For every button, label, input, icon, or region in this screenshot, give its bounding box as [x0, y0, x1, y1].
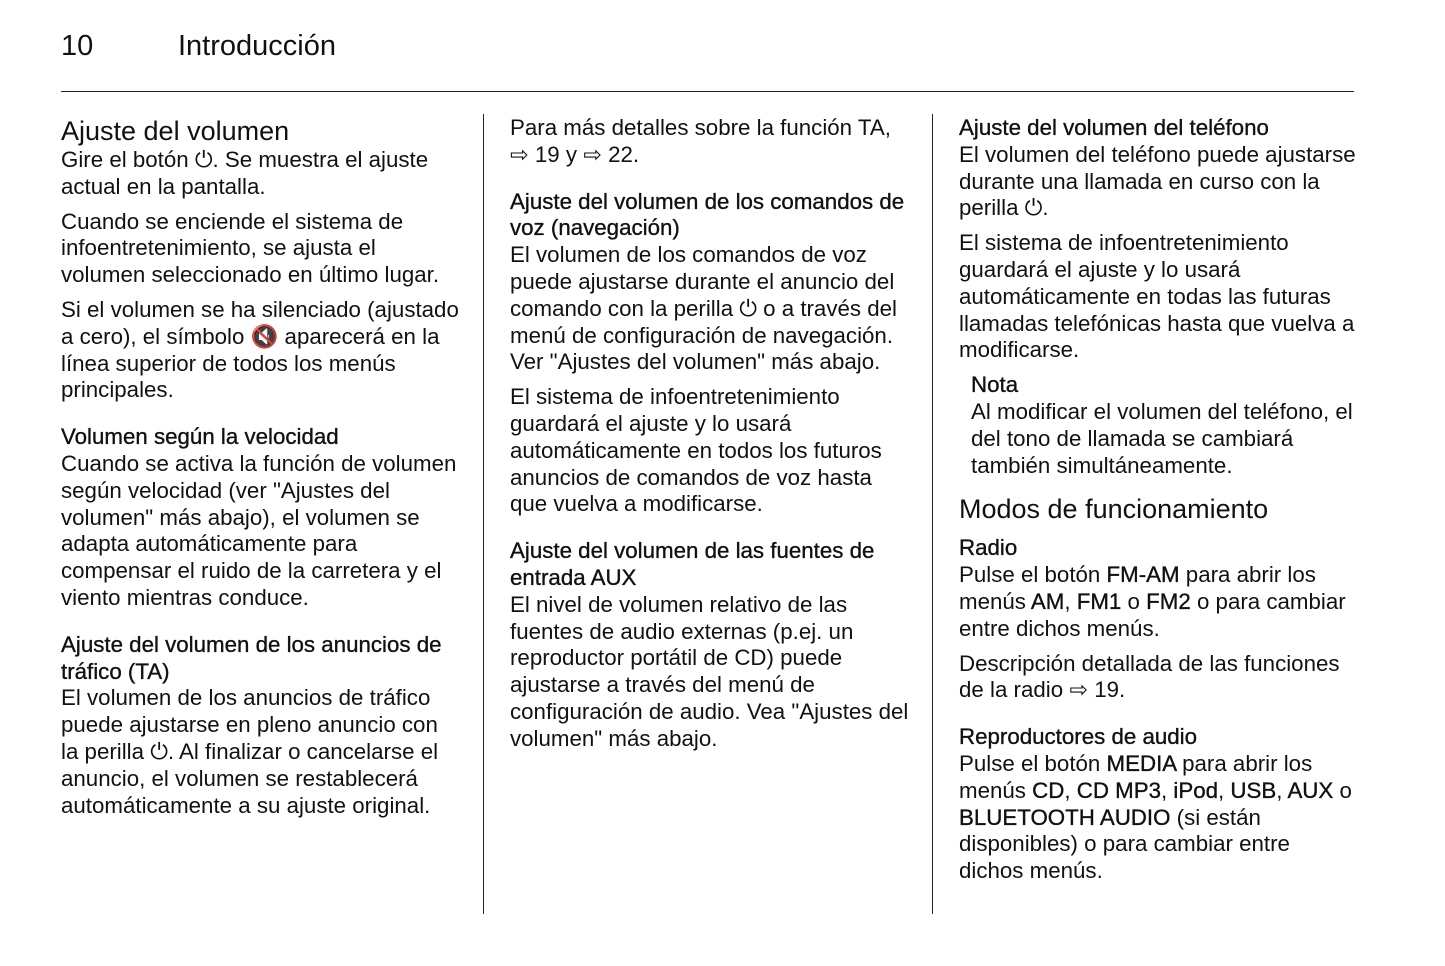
menu-label-am: AM [1030, 588, 1065, 614]
paragraph: El volumen de los anuncios de tráfico puede ajustarse en pleno anuncio con la perilla ⏻. Al finalizar o cancelarse el anuncio, el volumen se restablecerá automáticamente a su ajuste original. [61, 685, 439, 818]
subheading-volumen-telefono: Ajuste del volumen del teléfono [959, 115, 1269, 140]
paragraph: Descripción detallada de las funciones de la radio ⇨ 19. [959, 650, 1340, 703]
subheading-comandos-voz: Ajuste del volumen de los comandos de voz (navegación) [510, 188, 905, 241]
text: , [1276, 777, 1288, 803]
column-2 [510, 115, 910, 761]
button-label-fm-am: FM-AM [1106, 562, 1180, 588]
column-1 [61, 115, 461, 827]
text: , [1218, 777, 1231, 803]
text: , [1064, 777, 1077, 803]
text: (si están disponibles) o para cambiar entre dichos menús. [959, 804, 1290, 884]
text: para abrir los menús [959, 562, 1316, 614]
subheading-radio: Radio [959, 535, 1018, 561]
note-title: Nota [971, 372, 1019, 398]
header-rule [61, 91, 1354, 92]
section-heading-ajuste-volumen: Ajuste del volumen [61, 116, 290, 146]
note-text: Al modificar el volumen del teléfono, el del tono de llamada se cambiará también simultáneamente. [971, 398, 1353, 478]
menu-label-aux: AUX [1287, 777, 1334, 803]
page-number: 10 [61, 30, 94, 62]
paragraph-audio [959, 751, 1359, 885]
text: Pulse el botón [959, 562, 1107, 588]
text: o [1121, 588, 1147, 614]
paragraph: Para más detalles sobre la función TA, ⇨ 19 y ⇨ 22. [510, 115, 891, 167]
text: , [1064, 588, 1077, 614]
text: para abrir los menús [959, 750, 1313, 803]
chapter-title: Introducción [178, 30, 336, 62]
subheading-fuentes-aux: Ajuste del volumen de las fuentes de entrada AUX [510, 538, 875, 590]
paragraph: Cuando se enciende el sistema de infoentretenimiento, se ajusta el volumen seleccionado en último lugar. [61, 208, 440, 288]
paragraph: Si el volumen se ha silenciado (ajustado a cero), el símbolo 🔇 aparecerá en la línea superior de todos los menús principales. [61, 296, 459, 403]
paragraph: El nivel de volumen relativo de las fuentes de audio externas (p.ej. un reproductor portátil de CD) puede ajustarse a través del menú de configuración de audio. Vea "Ajustes del volumen" más abajo. [510, 591, 909, 751]
menu-label-cd-mp3: CD MP3 [1076, 777, 1161, 803]
column-divider-2 [932, 114, 933, 914]
subheading-volumen-velocidad: Volumen según la velocidad [61, 424, 339, 450]
subheading-anuncios-trafico: Ajuste del volumen de los anuncios de tráfico (TA) [61, 631, 442, 684]
menu-label-bluetooth-audio: BLUETOOTH AUDIO [959, 804, 1171, 830]
paragraph: El volumen del teléfono puede ajustarse durante una llamada en curso con la perilla ⏻. [959, 141, 1356, 221]
note-box [971, 372, 1359, 479]
text: Pulse el botón [959, 750, 1107, 776]
paragraph: El sistema de infoentretenimiento guardará el ajuste y lo usará automáticamente en todos los futuros anuncios de comandos de voz hasta que vuelva a modificarse. [510, 384, 882, 517]
button-label-media: MEDIA [1106, 750, 1176, 776]
text: , [1160, 777, 1174, 803]
subheading-reproductores-audio: Reproductores de audio [959, 724, 1197, 750]
column-divider-1 [483, 114, 484, 914]
paragraph: El volumen de los comandos de voz puede ajustarse durante el anuncio del comando con la perilla ⏻ o a través del menú de configuración de navegación. Ver "Ajustes del volumen" más abajo. [510, 242, 897, 375]
paragraph-radio [959, 562, 1359, 642]
menu-label-usb: USB [1230, 777, 1277, 803]
menu-label-cd: CD [1032, 777, 1065, 803]
menu-label-ipod: iPod [1173, 777, 1219, 803]
paragraph: El sistema de infoentretenimiento guardará el ajuste y lo usará automáticamente en todas las futuras llamadas telefónicas hasta que vuelva a modificarse. [959, 230, 1355, 363]
text: o para cambiar entre dichos menús. [959, 588, 1346, 641]
menu-label-fm2: FM2 [1146, 588, 1191, 614]
paragraph: Gire el botón ⏻. Se muestra el ajuste actual en la pantalla. [61, 147, 429, 199]
text: o [1333, 777, 1352, 803]
paragraph: Cuando se activa la función de volumen según velocidad (ver "Ajustes del volumen" más abajo), el volumen se adapta automáticamente para compensar el ruido de la carretera y el viento mientras conduce. [61, 450, 457, 610]
column-3 [959, 115, 1359, 893]
section-heading-modos: Modos de funcionamiento [959, 494, 1269, 525]
menu-label-fm1: FM1 [1076, 588, 1122, 614]
